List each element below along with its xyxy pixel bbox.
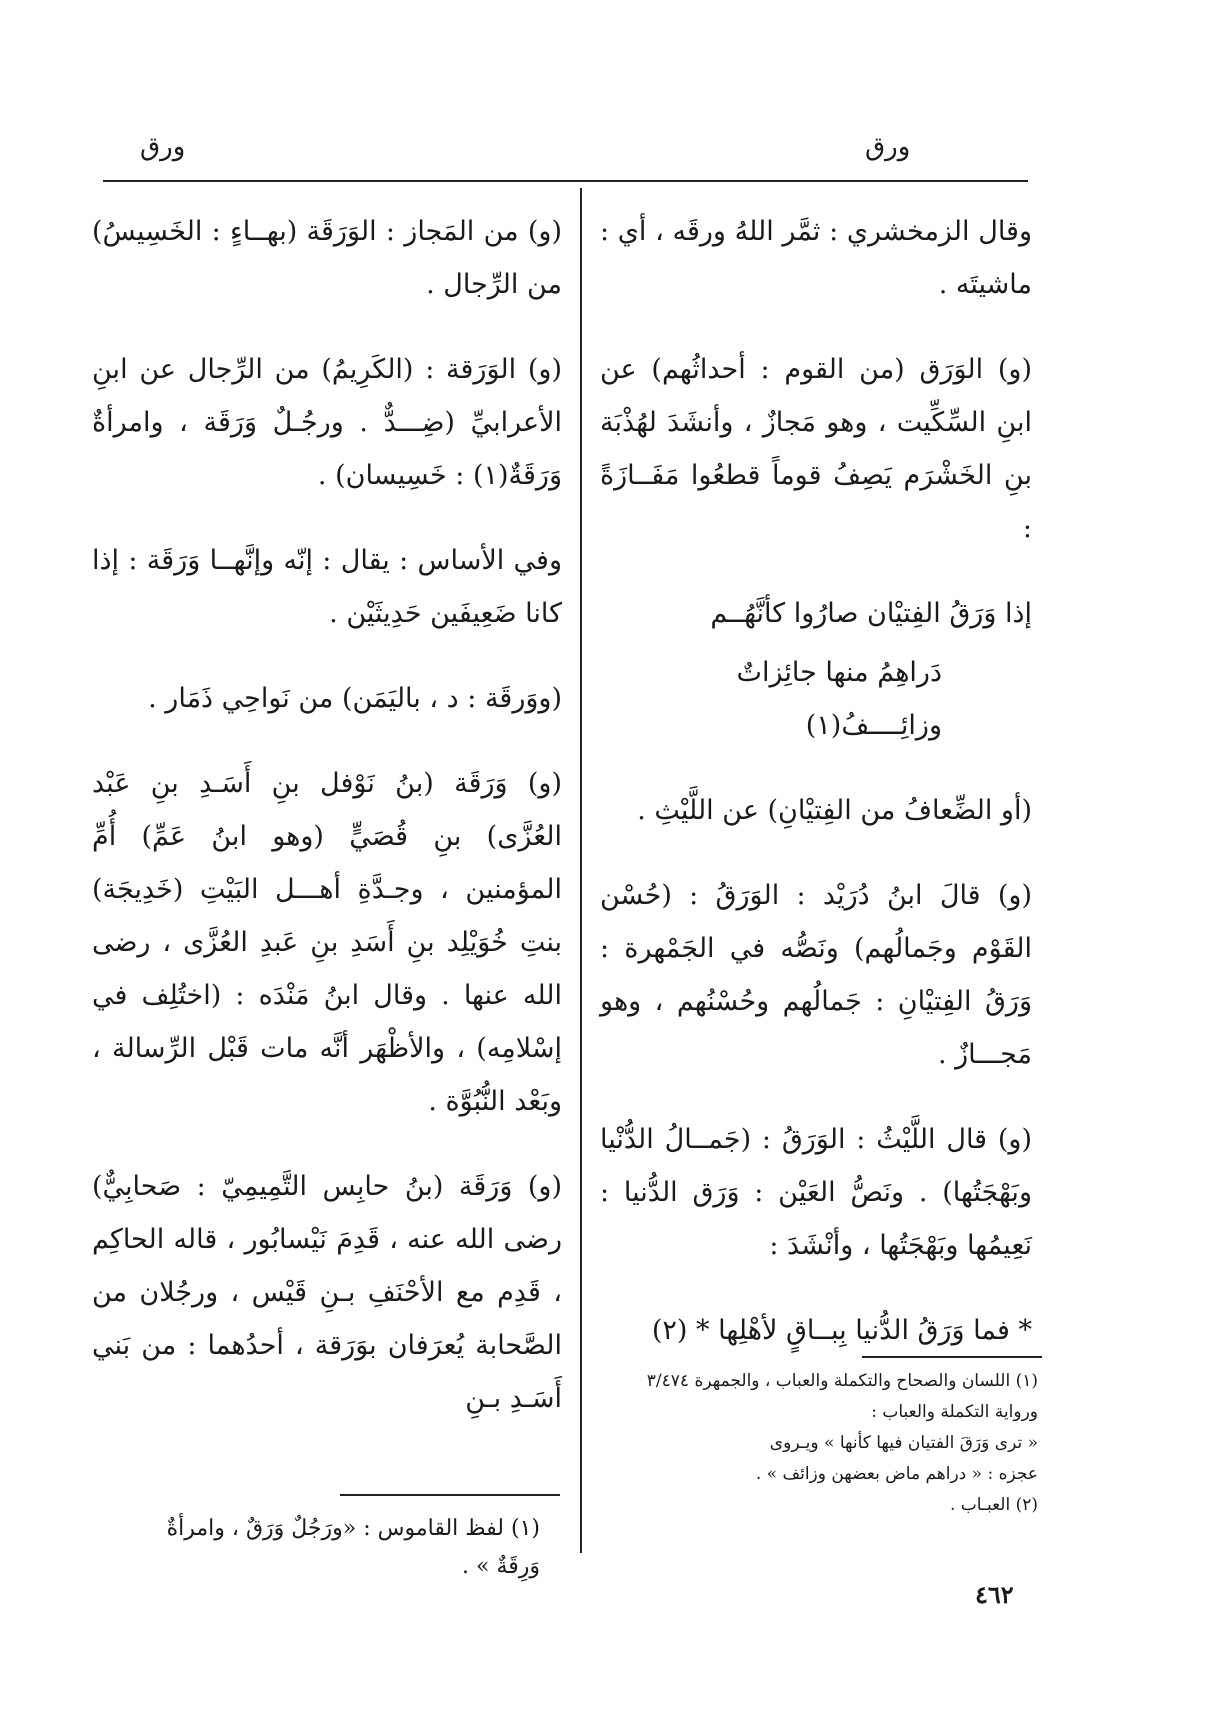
entry-paragraph: (و) من المَجاز : الوَرَقَة (بهــاءٍ : الخَسِيسُ) من الرِّجال . [92,216,562,300]
footnote-line: ورواية التكملة والعباب : [871,1402,1038,1422]
left-column [92,205,562,1457]
footnote-line: (١) اللسان والصحاح والتكملة والعباب ، والجمهرة ٣/٤٧٤ [646,1371,1038,1391]
verse-line: إذا وَرَقُ الفِتيْان صارُوا كأنَّهُــم [710,598,1032,629]
footnotes-left [100,1510,540,1586]
page-number: ٤٦٢ [975,1580,1014,1609]
footnote-line: (١) لفظ القاموس : «ورَجُلٌ وَرَقٌ ، وامرأةٌ [166,1516,540,1541]
column-divider [580,188,582,1553]
entry-paragraph: (و) الوَرَق (من القوم : أحداثُهم) عن ابنِ السِّكِّيت ، وهو مَجازٌ ، وأنشَدَ لهُذْبَة بنِ الخَشْرَم يَصِفُ قوماً قطعُوا مَفَــازَةً : [600,354,1032,544]
footnote-line: عجزه : « دراهم ماض بعضهن وزائف » . [755,1464,1038,1484]
entry-paragraph: (و) قالَ ابنُ دُرَيْد : الوَرَقُ : (حُسْن القَوْم وجَمالُهم) ونَصُّه في الجَمْهرة : وَرَقُ الفِتيْانِ : جَمالُهم وحُسْنُهم ، وهو مَجـــازٌ . [600,880,1032,1070]
footnote-line: « ترى وَرَقَ الفتيان فيها كأنها » ويـروى [769,1433,1038,1453]
entry-paragraph: (و) وَرَقَة (بنُ حابِس التَّمِيمِيّ : صَحابِيٌّ) رضى الله عنه ، قَدِمَ نَيْسابُور ، قاله الحاكِم ، قَدِم مع الأحْنَفِ بـنِ قَيْس ، ورجُلان من الصَّحابة يُعرَفان بوَرَقة ، أحدُهما : من بَني أَسَـدِ بـنِ [92,1171,562,1414]
entry-paragraph: وفي الأساس : يقال : إنّه وإنَّهــا وَرَقَة : إذا كانا ضَعِيفَين حَدِيثَيْن . [92,545,562,629]
entry-paragraph: وقال الزمخشري : ثمَّر اللهُ ورقَه ، أي : ماشيتَه . [600,216,1032,300]
entry-paragraph: (و) قال اللَّيْثُ : الوَرَقُ : (جَمــالُ الدُّنْيا وبَهْجَتُها) . ونَصُّ العَيْن : وَرَق الدُّنيا : نَعِيمُها وبَهْجَتُها ، وأنْشَدَ : [600,1124,1032,1261]
footnote-rule [862,1356,1042,1358]
header-rule [103,180,1028,182]
verse-line: دَراهِمُ منها جائِزاتٌ وزائِــــفُ(١) [736,657,942,741]
entry-paragraph: (ووَرقَة : د ، باليَمَن) من نَواحِي ذَمَار . [148,683,562,714]
entry-paragraph: (و) الوَرَقة : (الكَرِيمُ) من الرِّجال عن ابنِ الأعرابيِّ (ضِـــدٌّ . ورجُـلٌ وَرَقَة ، وامرأةٌ وَرَقَةٌ(١) : خَسِيسان) . [92,354,562,491]
footnote-rule [340,1494,560,1496]
footnote-line: (٢) العبـاب . [949,1495,1038,1515]
entry-paragraph: (و) وَرَقَة (بنُ نَوْفل بنِ أَسَـدِ بنِ عَبْد العُزَّى) بنِ قُصَيٍّ (وهو ابنُ عَمِّ) أُمِّ المؤمنين ، وجـدَّةِ أهـــل البَيْتِ (خَدِيجَة) بنتِ خُوَيْلِد بنِ أَسَدِ بنِ عَبدِ العُزَّى ، رضى الله عنها . وقال ابنُ مَنْدَه : (اختُلِف في إسْلامِه) ، والأظْهَر أنَّه مات قَبْل الرِّسالة ، وبَعْد النُّبُوَّة . [92,768,562,1117]
footnote-line: وَرِقَةٌ » . [462,1554,540,1579]
running-head-right: ورق [865,132,911,162]
entry-paragraph: * فما وَرَقُ الدُّنيا بِبــاقٍ لأهْلِها * (٢) [651,1315,1032,1346]
entry-paragraph: (أو الضِّعافُ من الفِتيْانِ) عن اللَّيْثِ . [637,795,1032,826]
running-head-left: ورق [140,132,186,162]
footnotes-right [620,1366,1038,1521]
right-column [600,205,1032,1389]
